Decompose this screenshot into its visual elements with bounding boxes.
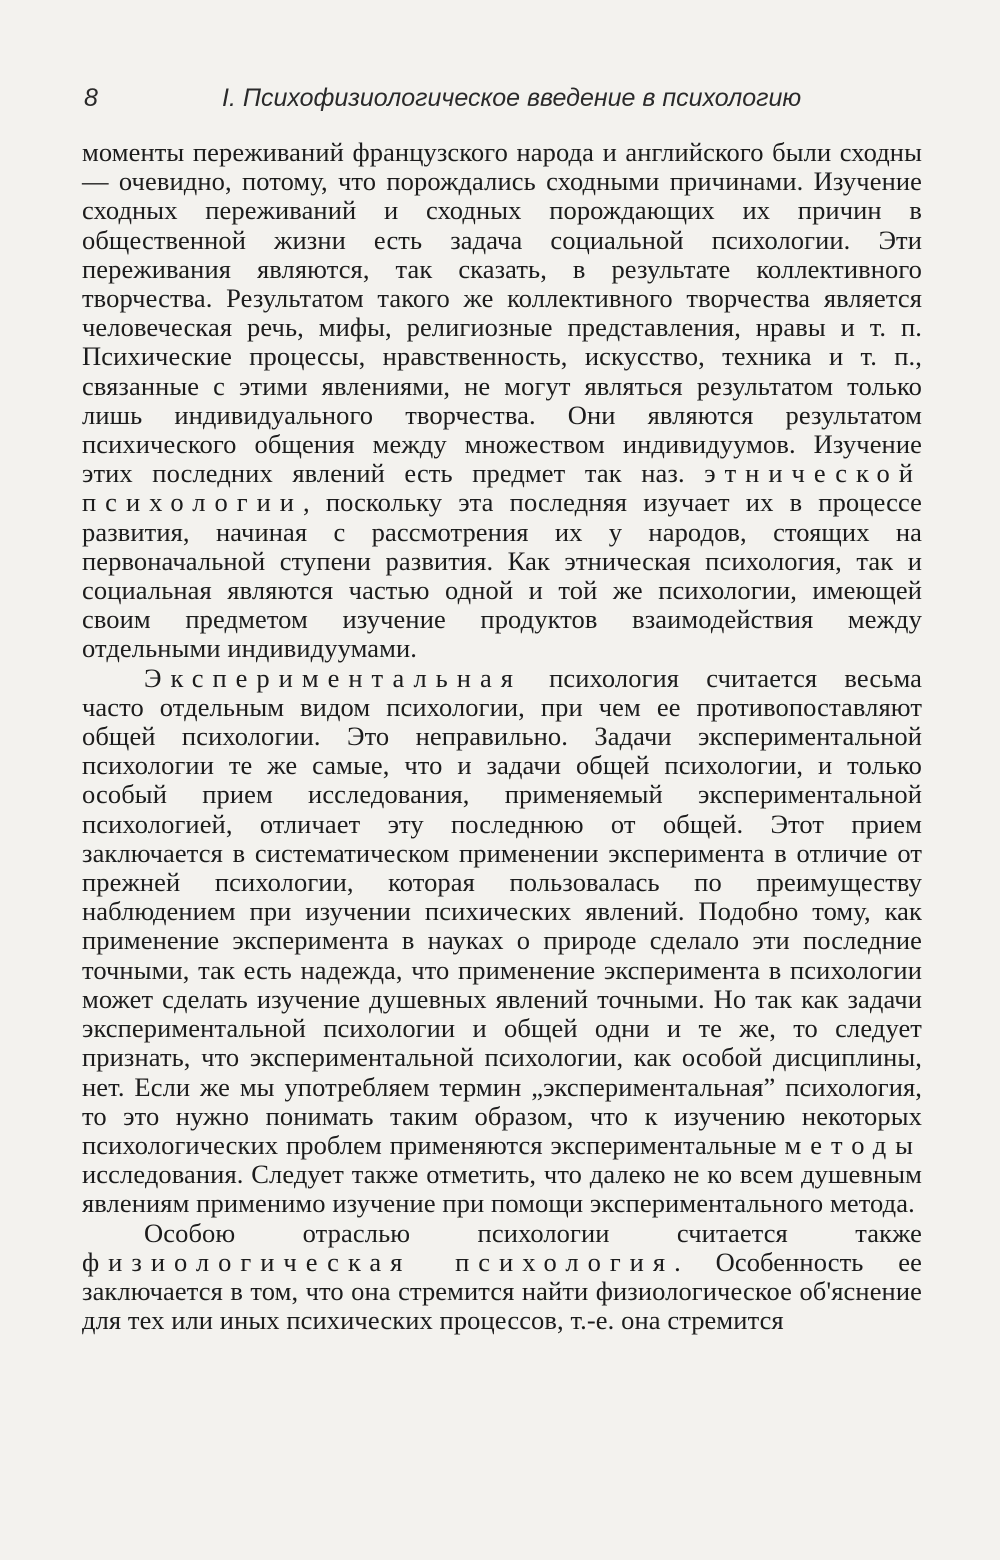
- text-run: Особою отраслью психологии считается также: [144, 1217, 922, 1248]
- text-run: исследования. Следует также отметить, что далеко не ко всем душевным явлениям применимо изучение при помощи экспериментального метода.: [82, 1159, 922, 1219]
- paragraph-physiological-psychology: [82, 1219, 922, 1336]
- paragraph-social-psychology: [82, 138, 922, 664]
- running-title: I. Психофизиологическое введение в психологию: [222, 84, 802, 112]
- page-number: 8: [84, 84, 98, 112]
- spaced-term-experimental: Экспериментальная: [144, 662, 522, 693]
- spaced-term-physiological-psychology: физиологическая психология: [82, 1246, 675, 1277]
- text-run: , поскольку эта последняя изучает их в процессе развития, начиная с рассмотрения их у народов, стоящих на первоначальной ступени развития. Как этническая психология, так и социальная являются частью одной и той же психологии, имеющей своим предметом изучение продуктов взаимодействия между отдельными индивидуумами.: [82, 487, 922, 664]
- spaced-term-ethnic-psychology: этнической психологии: [82, 458, 922, 518]
- text-run: моменты переживаний французского народа и английского были сходны — очевидно, потому, что порождались сходными причинами. Изучение сходных переживаний и сходных порождающих их причин в общественной жизни есть задача социальной психологии. Эти переживания являются, так сказать, в результате коллективного творчества. Результатом такого же коллективного творчества является человеческая речь, мифы, религиозные представления, нравы и т. п. Психические процессы, нравственность, искусство, техника и т. п., связанные с этими явлениями, не могут являться результатом только лишь индивидуального творчества. Они являются результатом психического общения между множеством индивидуумов. Изучение этих последних явлений есть предмет так наз.: [82, 137, 922, 489]
- body-text: [82, 138, 922, 1335]
- spaced-term-methods: методы: [784, 1129, 922, 1160]
- running-header: [82, 84, 922, 124]
- paragraph-experimental-psychology: [82, 664, 922, 1219]
- text-run: . Особенность ее заключается в том, что она стремится найти физиологическое об'яснение для тех или иных психических процессов, т.-е. она стремится: [82, 1246, 922, 1336]
- text-run: психология считается весьма часто отдельным видом психологии, при чем ее противопоставляют общей психологии. Это неправильно. Задачи экспериментальной психологии те же самые, что и задачи общей психологии, и только особый прием исследования, применяемый экспериментальной психологией, отличает эту последнюю от общей. Этот прием заключается в систематическом применении эксперимента в отличие от прежней психологии, которая пользовалась по преимуществу наблюдением при изучении психических явлений. Подобно тому, как применение эксперимента в науках о природе сделало эти последние точными, так есть надежда, что применение эксперимента в психологии может сделать изучение душевных явлений точными. Но так как задачи экспериментальной психологии и общей одни и те же, то следует признать, что экспериментальной психологии, как особой дисциплины, нет. Если же мы употребляем термин „экспериментальная” психология, то это нужно понимать таким образом, что к изучению некоторых психологических проблем применяются экспериментальные: [82, 662, 922, 1160]
